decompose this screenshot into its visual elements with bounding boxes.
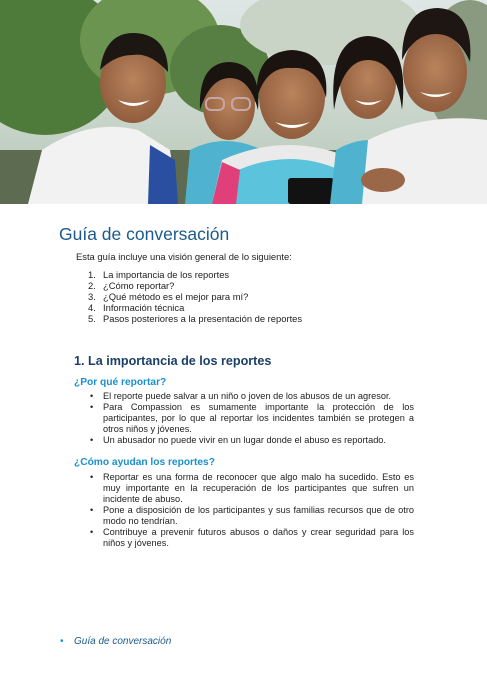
list-item: • Para Compassion es sumamente importante la protección de los participantes, por lo que al reportar los incidentes también se protegen a otros niños y jóvenes. [90, 402, 414, 435]
topic-item: 3. ¿Qué método es el mejor para mí? [88, 291, 249, 302]
why-report-list [90, 391, 414, 446]
topics-list [88, 269, 302, 324]
intro-text: Esta guía incluye una visión general de lo siguiente: [76, 251, 292, 262]
section-title: 1. La importancia de los reportes [74, 354, 272, 368]
footer-bullet-icon: • [60, 636, 64, 647]
subsection-heading-how: ¿Cómo ayudan los reportes? [74, 457, 215, 468]
page-footer: • Guía de conversación [60, 636, 172, 647]
children-group-photo [0, 0, 487, 204]
document-title: Guía de conversación [59, 224, 230, 244]
how-help-list [90, 472, 414, 549]
list-item: • El reporte puede salvar a un niño o joven de los abusos de un agresor. [90, 391, 414, 402]
list-item: • Contribuye a prevenir futuros abusos o daños y crear seguridad para los niños y jóvenes. [90, 527, 414, 549]
list-item: • Pone a disposición de los participantes y sus familias recursos que de otro modo no tendrían. [90, 505, 414, 527]
subsection-heading-why: ¿Por qué reportar? [74, 377, 167, 388]
topic-item: 5. Pasos posteriores a la presentación de reportes [88, 313, 303, 324]
topic-item: 1. La importancia de los reportes [88, 269, 230, 280]
list-item: • Un abusador no puede vivir en un lugar donde el abuso es reportado. [90, 435, 414, 446]
topic-item: 2. ¿Cómo reportar? [88, 280, 175, 291]
list-item: • Reportar es una forma de reconocer que algo malo ha sucedido. Esto es muy importante en la recuperación de los participantes que sufren un incidente de abuso. [90, 472, 414, 505]
topic-item: 4. Información técnica [88, 302, 185, 313]
